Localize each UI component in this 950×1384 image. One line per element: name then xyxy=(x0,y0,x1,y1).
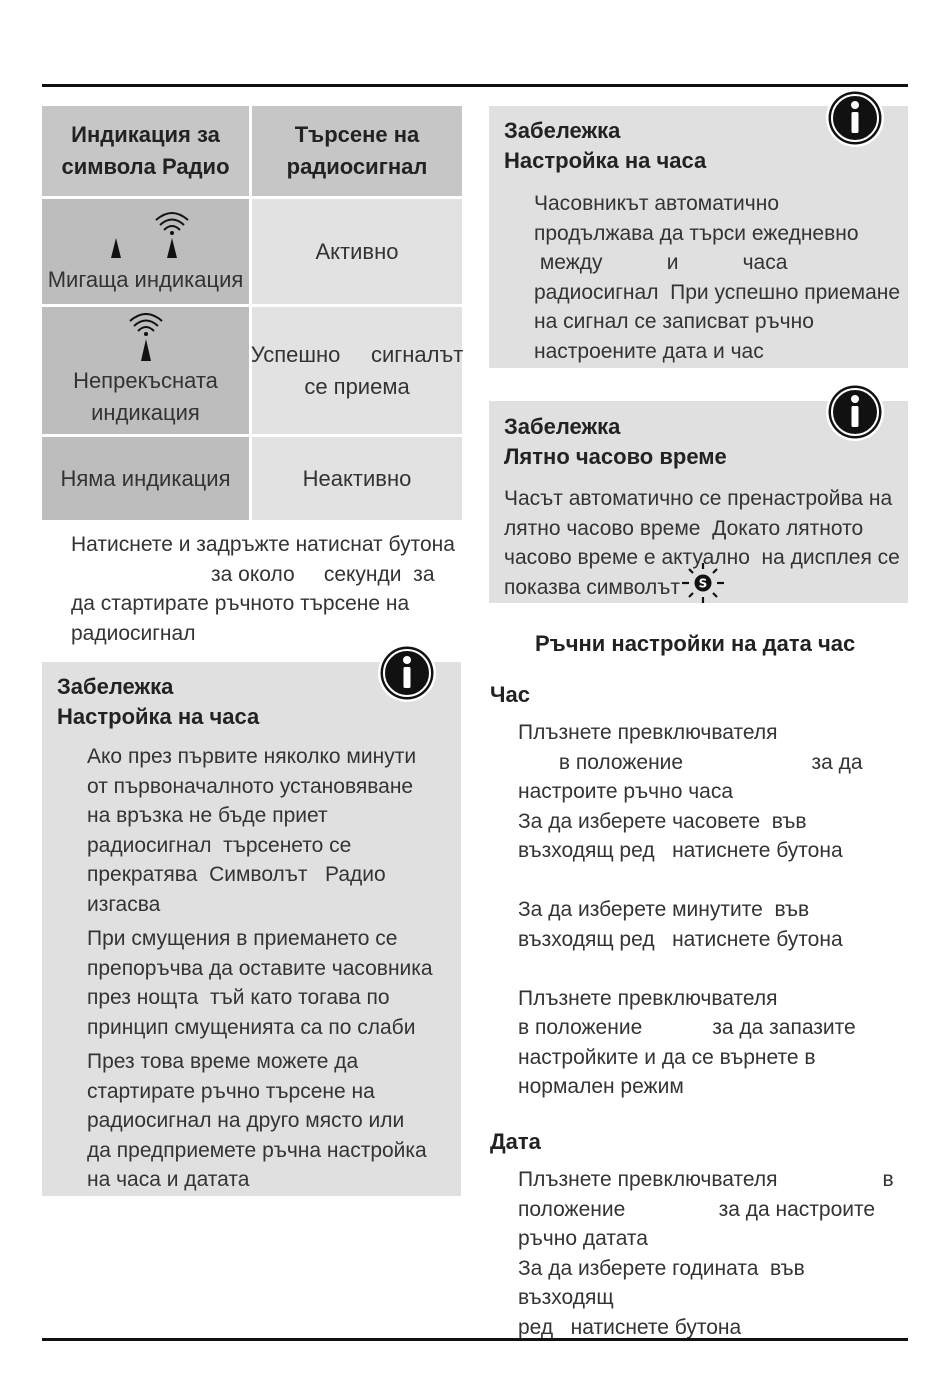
table-row-none-left: Няма индикация xyxy=(42,437,249,520)
date-instructions: Плъзнете превключвателя в положение за да настроите ръчно датата За да изберете годината във възходящ ред натиснете бутона xyxy=(518,1168,894,1339)
hour-instructions: Плъзнете превключвателя в положение за да настроите ръчно часа За да изберете часовете във възходящ ред натиснете бутона За да изберете минутите във възходящ ред натиснете бутона Плъзнете превключвателя в положение за да запазите настройките и да се върнете в нормален режим xyxy=(518,721,863,1098)
manual-search-instruction: Натиснете и задръжте натиснат бутона за около секунди за да стартирате ръчното търсене на радиосигнал xyxy=(71,533,455,645)
continuous-antenna-icon xyxy=(116,313,176,365)
hour-heading: Час xyxy=(490,682,530,707)
note-left-time-setting xyxy=(42,662,461,1196)
info-icon xyxy=(825,88,885,148)
note-right-2-title: Забележка Лятно часово време xyxy=(504,414,727,469)
bottom-rule xyxy=(42,1338,908,1341)
manual-settings-heading: Ръчни настройки на дата час xyxy=(535,631,856,656)
table-header-search: Търсене на радиосигнал xyxy=(252,106,462,196)
table-header-indication: Индикация за символа Радио xyxy=(42,106,249,196)
note-right-1-title: Забележка Настройка на часа xyxy=(504,118,707,173)
note-left-title: Забележка Настройка на часа xyxy=(57,674,260,729)
note-right-2-body: Часът автоматично се пренастройва на лятно часово време Докато лятното часово време е актуално на дисплея се показва символът xyxy=(504,487,900,599)
info-icon xyxy=(825,382,885,442)
table-row-continuous-right: Успешно сигналът се приема xyxy=(252,307,462,434)
note-right-1-body: Часовникът автоматично продължава да търси ежедневно между и часа радиосигнал При успешно приемане на сигнал се записват ръчно настроените дата и час xyxy=(534,192,901,363)
note-left-paragraph-3: През това време можете да стартирате ръчно търсене на радиосигнал на друго място или да предприемете ръчна настройка на часа и датата xyxy=(87,1050,427,1191)
table-row-blinking-left xyxy=(42,199,249,304)
table-row-continuous-left xyxy=(42,307,249,434)
table-row-none-right: Неактивно xyxy=(252,437,462,520)
continuous-indication-label: Непрекъсната индикация xyxy=(73,367,218,425)
dst-sun-icon xyxy=(679,561,727,605)
note-left-paragraph-2: При смущения в приемането се препоръчва да оставите часовника през нощта тъй като тогава по принцип смущенията са по слаби xyxy=(87,927,433,1039)
blinking-indication-label: Мигаща индикация xyxy=(47,267,244,292)
info-icon xyxy=(377,643,437,703)
table-row-blinking-right: Активно xyxy=(252,199,462,304)
date-heading: Дата xyxy=(490,1129,541,1154)
top-rule xyxy=(42,84,908,87)
blinking-antenna-icon xyxy=(86,208,206,264)
note-left-paragraph-1: Ако през първите няколко минути от първоначалното установяване на връзка не бъде приет радиосигнал търсенето се прекратява Символът Радио изгасва xyxy=(87,745,417,916)
dst-symbol-letter: S xyxy=(698,576,708,591)
